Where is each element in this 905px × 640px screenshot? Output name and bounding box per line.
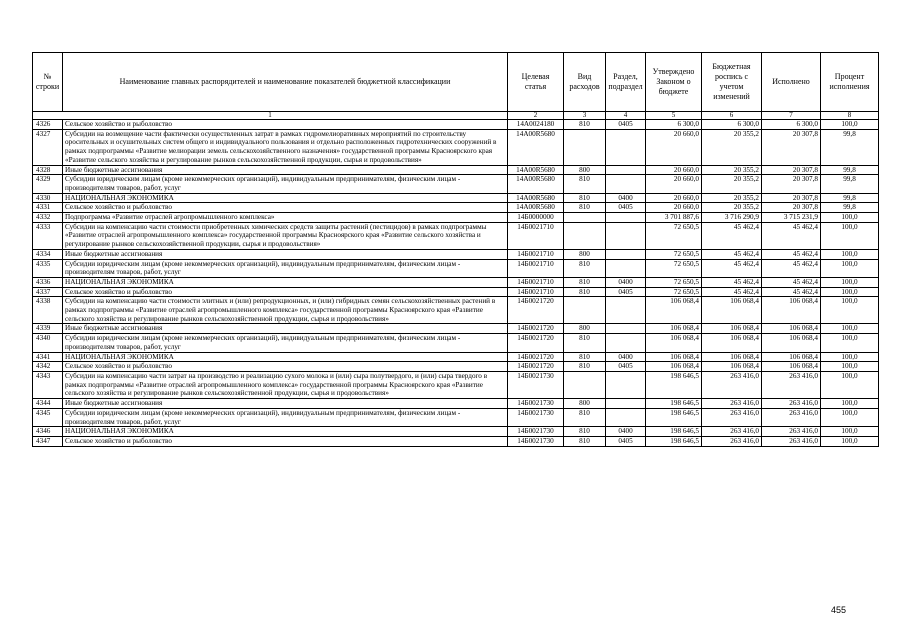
row-executed: 106 068,4 bbox=[762, 324, 821, 334]
row-target-article: 14Б0021730 bbox=[508, 408, 564, 426]
row-number: 4335 bbox=[33, 259, 63, 277]
table-row bbox=[33, 371, 879, 398]
row-section bbox=[606, 399, 646, 409]
row-expense-type: 800 bbox=[564, 249, 606, 259]
row-percent: 99,8 bbox=[821, 203, 879, 213]
header-approved: Утверждено Законом о бюджете bbox=[646, 53, 702, 112]
table-row bbox=[33, 129, 879, 165]
column-number: 3 bbox=[564, 112, 606, 120]
row-rospis: 106 068,4 bbox=[702, 334, 762, 352]
table-row bbox=[33, 203, 879, 213]
row-name: Сельское хозяйство и рыболовство bbox=[63, 287, 508, 297]
row-executed: 45 462,4 bbox=[762, 287, 821, 297]
header-ispolneno: Исполнено bbox=[762, 53, 821, 112]
row-executed: 20 307,8 bbox=[762, 175, 821, 193]
row-target-article: 14Б0021710 bbox=[508, 249, 564, 259]
row-rospis: 263 416,0 bbox=[702, 399, 762, 409]
row-expense-type: 810 bbox=[564, 203, 606, 213]
row-name: Иные бюджетные ассигнования bbox=[63, 399, 508, 409]
row-executed: 45 462,4 bbox=[762, 277, 821, 287]
table-row bbox=[33, 297, 879, 324]
row-number: 4326 bbox=[33, 120, 63, 130]
row-number: 4340 bbox=[33, 334, 63, 352]
row-name: НАЦИОНАЛЬНАЯ ЭКОНОМИКА bbox=[63, 277, 508, 287]
row-rospis: 20 355,2 bbox=[702, 129, 762, 165]
row-approved: 20 660,0 bbox=[646, 203, 702, 213]
row-expense-type: 810 bbox=[564, 277, 606, 287]
row-target-article: 14Б0021720 bbox=[508, 324, 564, 334]
row-percent: 100,0 bbox=[821, 120, 879, 130]
header-num: № строки bbox=[33, 53, 63, 112]
table-body bbox=[33, 120, 879, 447]
row-name: Субсидии юридическим лицам (кроме некоммерческих организаций), индивидуальным предпринимателям, физическим лицам - производителям товаров, работ, услуг bbox=[63, 334, 508, 352]
row-approved: 72 650,5 bbox=[646, 277, 702, 287]
row-number: 4342 bbox=[33, 362, 63, 372]
row-percent: 100,0 bbox=[821, 362, 879, 372]
table-row bbox=[33, 352, 879, 362]
header-name: Наименование главных распорядителей и наименование показателей бюджетной классификации bbox=[63, 53, 508, 112]
row-executed: 20 307,8 bbox=[762, 129, 821, 165]
row-expense-type: 810 bbox=[564, 193, 606, 203]
row-percent: 99,8 bbox=[821, 175, 879, 193]
header-percent: Процент исполнения bbox=[821, 53, 879, 112]
row-executed: 263 416,0 bbox=[762, 436, 821, 446]
row-name: Субсидии на компенсацию части стоимости элитных и (или) репродукционных, и (или) гибридных семян сельскохозяйственных растений в рамках подпрограммы «Развитие отраслей агропромышленного комплекса» государственной программы Красноярского края «Развитие сельского хозяйства и регулирование рынков сельскохозяйственной продукции, сырья и продовольствия» bbox=[63, 297, 508, 324]
row-name: Субсидии на возмещение части фактически осуществленных затрат в рамках гидромелиоративных мероприятий по строительству оросительных и осушительных систем общего и индивидуального пользования и отдельно расположенных гидротехнических сооружений в рамках подпрограммы «Развитие мелиорации земель сельскохозяйственного назначения» государственной программы Красноярского края «Развитие сельского хозяйства и регулирование рынков сельскохозяйственной продукции, сырья и продовольствия» bbox=[63, 129, 508, 165]
row-executed: 106 068,4 bbox=[762, 362, 821, 372]
row-percent: 99,8 bbox=[821, 129, 879, 165]
header-vid: Вид расходов bbox=[564, 53, 606, 112]
row-expense-type: 810 bbox=[564, 120, 606, 130]
row-target-article: 14Б0021710 bbox=[508, 259, 564, 277]
row-rospis: 45 462,4 bbox=[702, 287, 762, 297]
table-row bbox=[33, 334, 879, 352]
row-expense-type bbox=[564, 371, 606, 398]
row-expense-type: 810 bbox=[564, 259, 606, 277]
row-executed: 20 307,8 bbox=[762, 193, 821, 203]
table-row bbox=[33, 362, 879, 372]
row-target-article: 14А00R5680 bbox=[508, 129, 564, 165]
row-approved: 72 650,5 bbox=[646, 259, 702, 277]
row-number: 4346 bbox=[33, 427, 63, 437]
row-percent: 100,0 bbox=[821, 213, 879, 223]
row-number: 4341 bbox=[33, 352, 63, 362]
row-number: 4339 bbox=[33, 324, 63, 334]
budget-table-sheet bbox=[32, 52, 878, 447]
row-section bbox=[606, 175, 646, 193]
row-percent: 100,0 bbox=[821, 259, 879, 277]
row-expense-type: 810 bbox=[564, 287, 606, 297]
row-target-article: 14Б0000000 bbox=[508, 213, 564, 223]
row-percent: 99,8 bbox=[821, 193, 879, 203]
column-number-row bbox=[33, 112, 879, 120]
row-number: 4330 bbox=[33, 193, 63, 203]
row-number: 4345 bbox=[33, 408, 63, 426]
row-expense-type: 800 bbox=[564, 165, 606, 175]
row-number: 4332 bbox=[33, 213, 63, 223]
row-executed: 263 416,0 bbox=[762, 408, 821, 426]
row-number: 4328 bbox=[33, 165, 63, 175]
row-name: Субсидии юридическим лицам (кроме некоммерческих организаций), индивидуальным предпринимателям, физическим лицам - производителям товаров, работ, услуг bbox=[63, 408, 508, 426]
row-section bbox=[606, 297, 646, 324]
row-expense-type: 810 bbox=[564, 408, 606, 426]
row-section: 0400 bbox=[606, 277, 646, 287]
row-executed: 106 068,4 bbox=[762, 334, 821, 352]
row-approved: 106 068,4 bbox=[646, 324, 702, 334]
row-approved: 72 650,5 bbox=[646, 287, 702, 297]
table-row bbox=[33, 193, 879, 203]
row-target-article: 14А00R5680 bbox=[508, 193, 564, 203]
row-section bbox=[606, 165, 646, 175]
table-row bbox=[33, 175, 879, 193]
row-approved: 20 660,0 bbox=[646, 193, 702, 203]
row-percent: 100,0 bbox=[821, 427, 879, 437]
row-approved: 198 646,5 bbox=[646, 436, 702, 446]
row-rospis: 3 716 290,9 bbox=[702, 213, 762, 223]
row-rospis: 263 416,0 bbox=[702, 408, 762, 426]
table-row bbox=[33, 165, 879, 175]
row-name: Субсидии юридическим лицам (кроме некоммерческих организаций), индивидуальным предпринимателям, физическим лицам - производителям товаров, работ, услуг bbox=[63, 175, 508, 193]
row-number: 4347 bbox=[33, 436, 63, 446]
row-name: НАЦИОНАЛЬНАЯ ЭКОНОМИКА bbox=[63, 427, 508, 437]
row-rospis: 20 355,2 bbox=[702, 165, 762, 175]
row-rospis: 263 416,0 bbox=[702, 427, 762, 437]
row-name: Субсидии на компенсацию части стоимости приобретенных химических средств защиты растений (пестицидов) в рамках подпрограммы «Развитие отраслей агропромышленного комплекса» государственной программы Красноярского края «Развитие сельского хозяйства и регулирование рынков сельскохозяйственной продукции, сырья и продовольствия» bbox=[63, 222, 508, 249]
column-number: 1 bbox=[33, 112, 508, 120]
row-name: Сельское хозяйство и рыболовство bbox=[63, 436, 508, 446]
row-percent: 100,0 bbox=[821, 399, 879, 409]
row-rospis: 106 068,4 bbox=[702, 297, 762, 324]
row-section bbox=[606, 371, 646, 398]
row-target-article: 14А00R5680 bbox=[508, 165, 564, 175]
row-approved: 20 660,0 bbox=[646, 175, 702, 193]
row-expense-type bbox=[564, 129, 606, 165]
column-number: 5 bbox=[646, 112, 702, 120]
row-percent: 100,0 bbox=[821, 436, 879, 446]
row-executed: 106 068,4 bbox=[762, 352, 821, 362]
row-executed: 3 715 231,9 bbox=[762, 213, 821, 223]
row-target-article: 14Б0021710 bbox=[508, 277, 564, 287]
row-section: 0405 bbox=[606, 436, 646, 446]
row-rospis: 106 068,4 bbox=[702, 324, 762, 334]
row-percent: 100,0 bbox=[821, 249, 879, 259]
row-name: Иные бюджетные ассигнования bbox=[63, 249, 508, 259]
table-row bbox=[33, 249, 879, 259]
row-expense-type: 810 bbox=[564, 352, 606, 362]
row-expense-type: 810 bbox=[564, 334, 606, 352]
row-rospis: 106 068,4 bbox=[702, 352, 762, 362]
row-number: 4327 bbox=[33, 129, 63, 165]
row-approved: 198 646,5 bbox=[646, 399, 702, 409]
row-number: 4331 bbox=[33, 203, 63, 213]
table-row bbox=[33, 399, 879, 409]
row-expense-type: 810 bbox=[564, 436, 606, 446]
column-number: 6 bbox=[702, 112, 762, 120]
row-approved: 106 068,4 bbox=[646, 334, 702, 352]
row-target-article: 14Б0021730 bbox=[508, 371, 564, 398]
row-number: 4334 bbox=[33, 249, 63, 259]
row-section: 0405 bbox=[606, 287, 646, 297]
row-rospis: 263 416,0 bbox=[702, 436, 762, 446]
row-target-article: 14А00R5680 bbox=[508, 175, 564, 193]
row-name: Субсидии на компенсацию части затрат на производство и реализацию сухого молока и (или) сыра полутвердого, и (или) сыра твердого в рамках подпрограммы «Развитие отраслей агропромышленного комплекса» государственной программы Красноярского края «Развитие сельского хозяйства и регулирование рынков сельскохозяйственной продукции, сырья и продовольствия» bbox=[63, 371, 508, 398]
row-expense-type: 810 bbox=[564, 362, 606, 372]
row-approved: 198 646,5 bbox=[646, 408, 702, 426]
row-target-article: 14Б0021720 bbox=[508, 352, 564, 362]
page-number: 455 bbox=[831, 605, 847, 615]
column-number: 4 bbox=[606, 112, 646, 120]
row-target-article: 14Б0021730 bbox=[508, 399, 564, 409]
row-name: НАЦИОНАЛЬНАЯ ЭКОНОМИКА bbox=[63, 352, 508, 362]
row-target-article: 14Б0021720 bbox=[508, 362, 564, 372]
row-percent: 100,0 bbox=[821, 408, 879, 426]
row-percent: 100,0 bbox=[821, 277, 879, 287]
table-row bbox=[33, 287, 879, 297]
row-name: Субсидии юридическим лицам (кроме некоммерческих организаций), индивидуальным предпринимателям, физическим лицам - производителям товаров, работ, услуг bbox=[63, 259, 508, 277]
budget-table bbox=[32, 52, 879, 447]
row-percent: 99,8 bbox=[821, 165, 879, 175]
row-approved: 106 068,4 bbox=[646, 352, 702, 362]
row-target-article: 14Б0021720 bbox=[508, 334, 564, 352]
row-name: Сельское хозяйство и рыболовство bbox=[63, 120, 508, 130]
row-number: 4337 bbox=[33, 287, 63, 297]
row-section: 0405 bbox=[606, 203, 646, 213]
row-number: 4338 bbox=[33, 297, 63, 324]
row-target-article: 14Б0021730 bbox=[508, 427, 564, 437]
row-rospis: 45 462,4 bbox=[702, 222, 762, 249]
column-number: 8 bbox=[821, 112, 879, 120]
row-percent: 100,0 bbox=[821, 324, 879, 334]
row-name: НАЦИОНАЛЬНАЯ ЭКОНОМИКА bbox=[63, 193, 508, 203]
row-section bbox=[606, 334, 646, 352]
row-percent: 100,0 bbox=[821, 287, 879, 297]
row-target-article: 14Б0021730 bbox=[508, 436, 564, 446]
row-number: 4343 bbox=[33, 371, 63, 398]
row-approved: 6 300,0 bbox=[646, 120, 702, 130]
row-executed: 45 462,4 bbox=[762, 222, 821, 249]
row-rospis: 6 300,0 bbox=[702, 120, 762, 130]
row-expense-type: 810 bbox=[564, 427, 606, 437]
row-percent: 100,0 bbox=[821, 222, 879, 249]
row-rospis: 263 416,0 bbox=[702, 371, 762, 398]
row-section bbox=[606, 222, 646, 249]
row-rospis: 45 462,4 bbox=[702, 277, 762, 287]
row-rospis: 20 355,2 bbox=[702, 203, 762, 213]
row-rospis: 106 068,4 bbox=[702, 362, 762, 372]
table-row bbox=[33, 408, 879, 426]
row-section: 0405 bbox=[606, 120, 646, 130]
row-approved: 72 650,5 bbox=[646, 249, 702, 259]
row-rospis: 45 462,4 bbox=[702, 259, 762, 277]
row-section bbox=[606, 259, 646, 277]
row-executed: 263 416,0 bbox=[762, 371, 821, 398]
row-approved: 198 646,5 bbox=[646, 427, 702, 437]
table-row bbox=[33, 120, 879, 130]
row-executed: 45 462,4 bbox=[762, 249, 821, 259]
row-approved: 198 646,5 bbox=[646, 371, 702, 398]
row-name: Иные бюджетные ассигнования bbox=[63, 324, 508, 334]
row-percent: 100,0 bbox=[821, 352, 879, 362]
table-row bbox=[33, 259, 879, 277]
row-expense-type: 810 bbox=[564, 175, 606, 193]
row-section bbox=[606, 213, 646, 223]
row-executed: 45 462,4 bbox=[762, 259, 821, 277]
row-executed: 106 068,4 bbox=[762, 297, 821, 324]
row-approved: 72 650,5 bbox=[646, 222, 702, 249]
row-name: Сельское хозяйство и рыболовство bbox=[63, 362, 508, 372]
row-target-article: 14Б0021710 bbox=[508, 287, 564, 297]
row-executed: 263 416,0 bbox=[762, 399, 821, 409]
row-approved: 3 701 887,6 bbox=[646, 213, 702, 223]
row-section bbox=[606, 249, 646, 259]
row-executed: 20 307,8 bbox=[762, 203, 821, 213]
row-expense-type bbox=[564, 222, 606, 249]
row-number: 4329 bbox=[33, 175, 63, 193]
header-rospis: Бюджетная роспись с учетом изменений bbox=[702, 53, 762, 112]
table-row bbox=[33, 222, 879, 249]
row-executed: 6 300,0 bbox=[762, 120, 821, 130]
row-number: 4344 bbox=[33, 399, 63, 409]
row-approved: 106 068,4 bbox=[646, 362, 702, 372]
header-razdel: Раздел, подраздел bbox=[606, 53, 646, 112]
column-number: 7 bbox=[762, 112, 821, 120]
row-section: 0400 bbox=[606, 427, 646, 437]
row-section bbox=[606, 324, 646, 334]
row-target-article: 14Б0021710 bbox=[508, 222, 564, 249]
row-percent: 100,0 bbox=[821, 334, 879, 352]
row-target-article: 14А00R5680 bbox=[508, 203, 564, 213]
row-percent: 100,0 bbox=[821, 371, 879, 398]
row-target-article: 14А0024180 bbox=[508, 120, 564, 130]
row-expense-type: 800 bbox=[564, 399, 606, 409]
row-approved: 106 068,4 bbox=[646, 297, 702, 324]
row-number: 4336 bbox=[33, 277, 63, 287]
row-rospis: 20 355,2 bbox=[702, 175, 762, 193]
row-executed: 263 416,0 bbox=[762, 427, 821, 437]
row-section bbox=[606, 129, 646, 165]
row-section: 0405 bbox=[606, 362, 646, 372]
header-target: Целевая статья bbox=[508, 53, 564, 112]
row-approved: 20 660,0 bbox=[646, 165, 702, 175]
row-rospis: 20 355,2 bbox=[702, 193, 762, 203]
row-target-article: 14Б0021720 bbox=[508, 297, 564, 324]
table-row bbox=[33, 213, 879, 223]
row-name: Сельское хозяйство и рыболовство bbox=[63, 203, 508, 213]
column-number: 2 bbox=[508, 112, 564, 120]
table-row bbox=[33, 427, 879, 437]
row-expense-type bbox=[564, 297, 606, 324]
row-expense-type bbox=[564, 213, 606, 223]
row-expense-type: 800 bbox=[564, 324, 606, 334]
row-section: 0400 bbox=[606, 193, 646, 203]
table-row bbox=[33, 324, 879, 334]
row-section: 0400 bbox=[606, 352, 646, 362]
row-executed: 20 307,8 bbox=[762, 165, 821, 175]
header-row bbox=[33, 53, 879, 112]
row-percent: 100,0 bbox=[821, 297, 879, 324]
row-section bbox=[606, 408, 646, 426]
table-row bbox=[33, 277, 879, 287]
row-rospis: 45 462,4 bbox=[702, 249, 762, 259]
table-row bbox=[33, 436, 879, 446]
row-approved: 20 660,0 bbox=[646, 129, 702, 165]
row-name: Иные бюджетные ассигнования bbox=[63, 165, 508, 175]
row-name: Подпрограмма «Развитие отраслей агропромышленного комплекса» bbox=[63, 213, 508, 223]
row-number: 4333 bbox=[33, 222, 63, 249]
